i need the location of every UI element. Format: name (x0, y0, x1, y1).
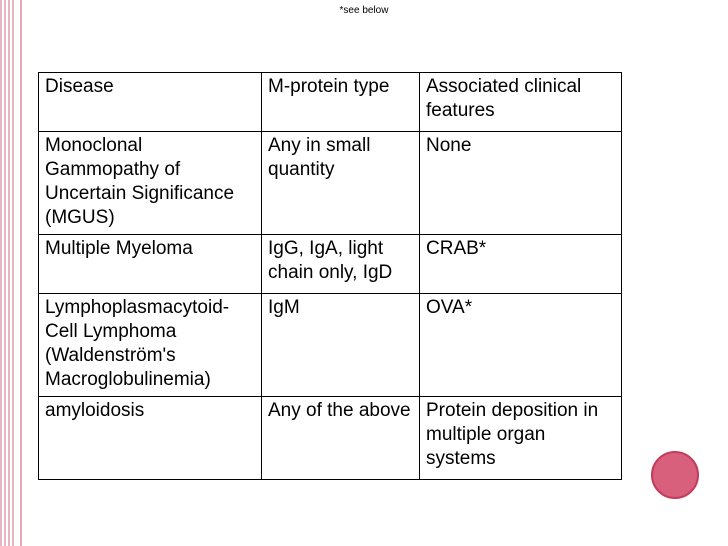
table-cell: Any in small quantity (262, 132, 420, 235)
decorative-left-line (20, 0, 22, 546)
table-row (39, 294, 622, 397)
table-cell: Any of the above (262, 397, 420, 480)
table-cell: Lymphoplasmacytoid-Cell Lymphoma (Waldenström's Macroglobulinemia) (39, 294, 262, 397)
decorative-left-stripes (0, 0, 15, 546)
table-row (39, 397, 622, 480)
table-cell: OVA* (420, 294, 622, 397)
table-row (39, 132, 622, 235)
table-cell: CRAB* (420, 235, 622, 294)
table-cell: M-protein type (262, 73, 420, 132)
table-cell: Disease (39, 73, 262, 132)
disease-table (38, 72, 622, 480)
table-cell: Protein deposition in multiple organ systems (420, 397, 622, 480)
table-cell: IgM (262, 294, 420, 397)
table-cell: Associated clinical features (420, 73, 622, 132)
table-cell: Monoclonal Gammopathy of Uncertain Significance (MGUS) (39, 132, 262, 235)
table-header-row (39, 73, 622, 132)
table-cell: None (420, 132, 622, 235)
table-cell: amyloidosis (39, 397, 262, 480)
slide-note: *see below (339, 5, 389, 16)
table-cell: IgG, IgA, light chain only, IgD (262, 235, 420, 294)
table-cell: Multiple Myeloma (39, 235, 262, 294)
decorative-circle (651, 451, 699, 499)
table-row (39, 235, 622, 294)
